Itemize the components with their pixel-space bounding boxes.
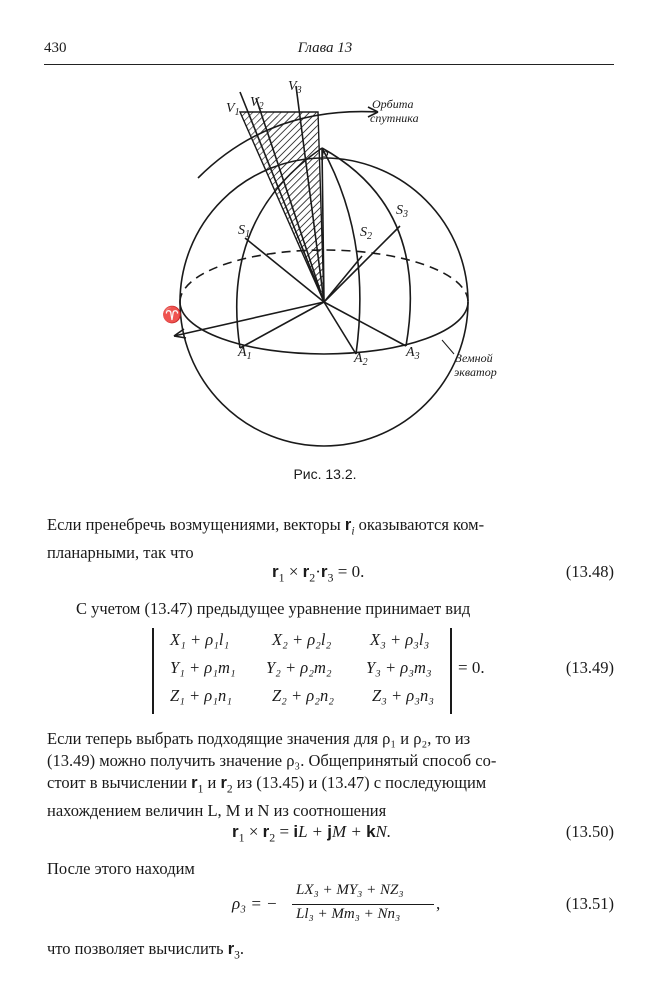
determinant-equals: = 0. <box>458 658 485 677</box>
equation-13-48: $r_1 \times r_2\cdot r_3 = 0$. <box>272 562 365 585</box>
paragraph-2: С учетом (13.47) предыдущее уравнение принимает вид <box>76 599 471 618</box>
paragraph-3: Если теперь выбрать подходящие значения для ρ₁ и ρ₂, то из (13.49) можно получить значение ρ₃. Общепринятый способ со- стоит в вычислении $r_1$ и $r_2$ из (13.45) и (13.47) с последующим нахождением величин L, M и N из соотношения <box>47 729 497 821</box>
label-v1: $V_1$ <box>226 101 240 118</box>
label-a3: $A_3$ <box>406 345 420 362</box>
label-s1: $S_1$ <box>238 223 250 240</box>
header-rule <box>44 64 614 65</box>
paragraph-1: Если пренебречь возмущениями, векторы $r_i$ оказываются ком- планарными, так что <box>47 515 485 563</box>
figure-caption: Рис. 13.2. <box>293 466 357 482</box>
fraction-denominator: Ll₃ + Mm₃ + Nn₃ <box>296 906 401 922</box>
det-cell: X₁ + ρ₁l₁ <box>170 630 230 649</box>
label-aries: ♈ <box>162 307 182 324</box>
det-cell: X₂ + ρ₂l₂ <box>272 630 332 649</box>
equation-number-13-51: (13.51) <box>565 894 614 913</box>
label-equator-1: Земной <box>456 351 493 365</box>
label-v3: $V_3$ <box>288 79 302 96</box>
label-a2: $A_2$ <box>354 351 368 368</box>
paragraph-5: что позволяет вычислить $r_3$. <box>47 939 245 962</box>
equation-13-51-lhs: ρ₃ = − <box>232 894 278 913</box>
label-v2: $V_2$ <box>250 95 264 112</box>
fraction-bar <box>292 904 434 905</box>
label-a1: $A_1$ <box>238 345 252 362</box>
det-cell: Y₁ + ρ₁m₁ <box>170 658 236 677</box>
det-cell: Y₂ + ρ₂m₂ <box>266 658 332 677</box>
equator-front <box>180 302 468 354</box>
determinant-left-bar <box>152 628 154 714</box>
det-cell: Z₂ + ρ₂n₂ <box>272 686 334 705</box>
label-p: P <box>320 149 329 164</box>
det-cell: Z₃ + ρ₃n₃ <box>372 686 434 705</box>
equation-number-13-49: (13.49) <box>565 658 614 677</box>
equation-number-13-50: (13.50) <box>565 822 614 841</box>
det-cell: Y₃ + ρ₃m₃ <box>366 658 432 677</box>
label-equator-2: экватор <box>454 365 497 379</box>
equation-13-51-comma: , <box>436 894 441 913</box>
determinant-right-bar <box>450 628 452 714</box>
chapter-title: Глава 13 <box>297 40 353 56</box>
det-cell: X₃ + ρ₃l₃ <box>370 630 430 649</box>
equation-13-50: $r_1 \times r_2$ = iL + jM + kN. <box>232 822 392 845</box>
label-orbit-2: спутника <box>370 111 419 125</box>
paragraph-4: После этого находим <box>47 859 195 878</box>
fraction-numerator: LX₃ + MY₃ + NZ₃ <box>296 882 404 898</box>
label-s3: $S_3$ <box>396 203 408 220</box>
page-number: 430 <box>44 40 67 56</box>
det-cell: Z₁ + ρ₁n₁ <box>170 686 232 705</box>
satellite-orbit-figure <box>110 78 540 458</box>
label-orbit-1: Орбита <box>372 97 414 111</box>
equation-number-13-48: (13.48) <box>565 562 614 581</box>
meridian-2 <box>322 148 360 354</box>
label-s2: $S_2$ <box>360 225 372 242</box>
